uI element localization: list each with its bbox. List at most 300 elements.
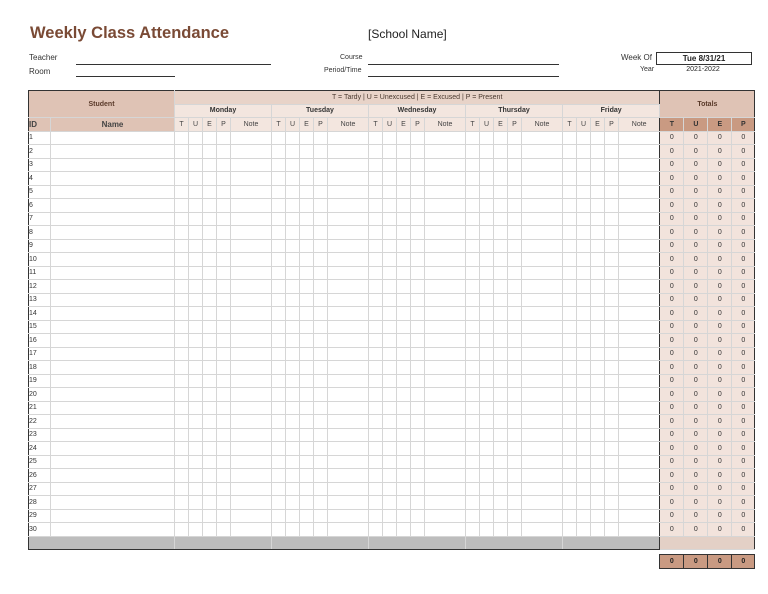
attendance-cell[interactable] — [175, 266, 189, 280]
attendance-cell[interactable] — [175, 469, 189, 483]
attendance-cell[interactable] — [619, 320, 660, 334]
attendance-cell[interactable] — [286, 388, 300, 402]
attendance-cell[interactable] — [577, 388, 591, 402]
attendance-cell[interactable] — [397, 415, 411, 429]
attendance-cell[interactable] — [605, 212, 619, 226]
attendance-cell[interactable] — [175, 442, 189, 456]
attendance-cell[interactable] — [494, 415, 508, 429]
attendance-cell[interactable] — [425, 334, 466, 348]
attendance-cell[interactable] — [522, 347, 563, 361]
attendance-cell[interactable] — [466, 131, 480, 145]
attendance-cell[interactable] — [466, 334, 480, 348]
attendance-cell[interactable] — [411, 158, 425, 172]
attendance-cell[interactable] — [369, 509, 383, 523]
attendance-cell[interactable] — [328, 158, 369, 172]
attendance-cell[interactable] — [466, 361, 480, 375]
attendance-cell[interactable] — [397, 293, 411, 307]
attendance-cell[interactable] — [286, 361, 300, 375]
attendance-cell[interactable] — [563, 361, 577, 375]
attendance-cell[interactable] — [425, 172, 466, 186]
attendance-cell[interactable] — [286, 347, 300, 361]
attendance-cell[interactable] — [397, 158, 411, 172]
attendance-cell[interactable] — [619, 145, 660, 159]
attendance-cell[interactable] — [411, 496, 425, 510]
attendance-cell[interactable] — [425, 361, 466, 375]
attendance-cell[interactable] — [591, 131, 605, 145]
attendance-cell[interactable] — [508, 172, 522, 186]
attendance-cell[interactable] — [619, 158, 660, 172]
attendance-cell[interactable] — [217, 374, 231, 388]
attendance-cell[interactable] — [605, 496, 619, 510]
attendance-cell[interactable] — [203, 172, 217, 186]
attendance-cell[interactable] — [522, 226, 563, 240]
attendance-cell[interactable] — [369, 185, 383, 199]
attendance-cell[interactable] — [411, 388, 425, 402]
attendance-cell[interactable] — [508, 374, 522, 388]
attendance-cell[interactable] — [383, 496, 397, 510]
student-name[interactable] — [51, 158, 175, 172]
attendance-cell[interactable] — [591, 212, 605, 226]
attendance-cell[interactable] — [217, 523, 231, 537]
attendance-cell[interactable] — [494, 172, 508, 186]
attendance-cell[interactable] — [272, 320, 286, 334]
attendance-cell[interactable] — [217, 226, 231, 240]
attendance-cell[interactable] — [577, 145, 591, 159]
attendance-cell[interactable] — [425, 388, 466, 402]
attendance-cell[interactable] — [369, 293, 383, 307]
attendance-cell[interactable] — [286, 145, 300, 159]
attendance-cell[interactable] — [563, 293, 577, 307]
attendance-cell[interactable] — [466, 158, 480, 172]
attendance-cell[interactable] — [480, 347, 494, 361]
attendance-cell[interactable] — [217, 280, 231, 294]
attendance-cell[interactable] — [411, 428, 425, 442]
attendance-cell[interactable] — [217, 158, 231, 172]
teacher-field[interactable] — [76, 64, 271, 65]
attendance-cell[interactable] — [314, 334, 328, 348]
attendance-cell[interactable] — [466, 509, 480, 523]
attendance-cell[interactable] — [466, 185, 480, 199]
attendance-cell[interactable] — [411, 415, 425, 429]
attendance-cell[interactable] — [383, 428, 397, 442]
attendance-cell[interactable] — [369, 307, 383, 321]
attendance-cell[interactable] — [369, 523, 383, 537]
attendance-cell[interactable] — [425, 401, 466, 415]
attendance-cell[interactable] — [175, 482, 189, 496]
attendance-cell[interactable] — [425, 320, 466, 334]
attendance-cell[interactable] — [563, 307, 577, 321]
attendance-cell[interactable] — [203, 509, 217, 523]
attendance-cell[interactable] — [619, 455, 660, 469]
attendance-cell[interactable] — [577, 131, 591, 145]
attendance-cell[interactable] — [591, 428, 605, 442]
attendance-cell[interactable] — [563, 428, 577, 442]
attendance-cell[interactable] — [508, 334, 522, 348]
attendance-cell[interactable] — [328, 307, 369, 321]
attendance-cell[interactable] — [577, 334, 591, 348]
attendance-cell[interactable] — [369, 361, 383, 375]
attendance-cell[interactable] — [577, 415, 591, 429]
attendance-cell[interactable] — [369, 442, 383, 456]
attendance-cell[interactable] — [272, 280, 286, 294]
attendance-cell[interactable] — [591, 266, 605, 280]
attendance-cell[interactable] — [189, 266, 203, 280]
attendance-cell[interactable] — [189, 280, 203, 294]
attendance-cell[interactable] — [591, 145, 605, 159]
attendance-cell[interactable] — [272, 523, 286, 537]
attendance-cell[interactable] — [480, 266, 494, 280]
attendance-cell[interactable] — [328, 145, 369, 159]
attendance-cell[interactable] — [300, 442, 314, 456]
attendance-cell[interactable] — [605, 401, 619, 415]
attendance-cell[interactable] — [231, 401, 272, 415]
attendance-cell[interactable] — [175, 293, 189, 307]
attendance-cell[interactable] — [328, 509, 369, 523]
attendance-cell[interactable] — [383, 145, 397, 159]
attendance-cell[interactable] — [203, 145, 217, 159]
attendance-cell[interactable] — [314, 428, 328, 442]
attendance-cell[interactable] — [577, 266, 591, 280]
attendance-cell[interactable] — [272, 361, 286, 375]
attendance-cell[interactable] — [286, 428, 300, 442]
attendance-cell[interactable] — [619, 415, 660, 429]
attendance-cell[interactable] — [619, 442, 660, 456]
attendance-cell[interactable] — [189, 469, 203, 483]
attendance-cell[interactable] — [425, 523, 466, 537]
attendance-cell[interactable] — [508, 280, 522, 294]
attendance-cell[interactable] — [494, 482, 508, 496]
attendance-cell[interactable] — [494, 401, 508, 415]
attendance-cell[interactable] — [314, 172, 328, 186]
attendance-cell[interactable] — [286, 280, 300, 294]
attendance-cell[interactable] — [286, 307, 300, 321]
attendance-cell[interactable] — [314, 280, 328, 294]
attendance-cell[interactable] — [231, 280, 272, 294]
attendance-cell[interactable] — [300, 253, 314, 267]
attendance-cell[interactable] — [300, 266, 314, 280]
attendance-cell[interactable] — [605, 469, 619, 483]
attendance-cell[interactable] — [397, 523, 411, 537]
attendance-cell[interactable] — [286, 496, 300, 510]
attendance-cell[interactable] — [231, 212, 272, 226]
attendance-cell[interactable] — [175, 280, 189, 294]
attendance-cell[interactable] — [175, 401, 189, 415]
attendance-cell[interactable] — [466, 496, 480, 510]
attendance-cell[interactable] — [480, 239, 494, 253]
attendance-cell[interactable] — [175, 253, 189, 267]
attendance-cell[interactable] — [480, 307, 494, 321]
attendance-cell[interactable] — [300, 523, 314, 537]
attendance-cell[interactable] — [272, 185, 286, 199]
attendance-cell[interactable] — [286, 199, 300, 213]
attendance-cell[interactable] — [619, 401, 660, 415]
attendance-cell[interactable] — [175, 374, 189, 388]
attendance-cell[interactable] — [328, 266, 369, 280]
attendance-cell[interactable] — [397, 226, 411, 240]
attendance-cell[interactable] — [397, 239, 411, 253]
attendance-cell[interactable] — [591, 307, 605, 321]
attendance-cell[interactable] — [425, 131, 466, 145]
attendance-cell[interactable] — [411, 199, 425, 213]
attendance-cell[interactable] — [619, 469, 660, 483]
attendance-cell[interactable] — [591, 226, 605, 240]
attendance-cell[interactable] — [605, 374, 619, 388]
attendance-cell[interactable] — [203, 266, 217, 280]
attendance-cell[interactable] — [619, 347, 660, 361]
attendance-cell[interactable] — [494, 469, 508, 483]
attendance-cell[interactable] — [286, 523, 300, 537]
attendance-cell[interactable] — [522, 482, 563, 496]
attendance-cell[interactable] — [508, 388, 522, 402]
attendance-cell[interactable] — [189, 199, 203, 213]
attendance-cell[interactable] — [189, 239, 203, 253]
attendance-cell[interactable] — [577, 361, 591, 375]
attendance-cell[interactable] — [300, 334, 314, 348]
attendance-cell[interactable] — [480, 469, 494, 483]
attendance-cell[interactable] — [591, 388, 605, 402]
attendance-cell[interactable] — [383, 293, 397, 307]
student-name[interactable] — [51, 226, 175, 240]
attendance-cell[interactable] — [231, 266, 272, 280]
attendance-cell[interactable] — [563, 131, 577, 145]
attendance-cell[interactable] — [286, 401, 300, 415]
attendance-cell[interactable] — [272, 347, 286, 361]
attendance-cell[interactable] — [425, 253, 466, 267]
attendance-cell[interactable] — [272, 131, 286, 145]
attendance-cell[interactable] — [563, 226, 577, 240]
attendance-cell[interactable] — [272, 374, 286, 388]
attendance-cell[interactable] — [217, 320, 231, 334]
attendance-cell[interactable] — [619, 131, 660, 145]
attendance-cell[interactable] — [231, 347, 272, 361]
attendance-cell[interactable] — [605, 509, 619, 523]
attendance-cell[interactable] — [217, 212, 231, 226]
attendance-cell[interactable] — [480, 374, 494, 388]
attendance-cell[interactable] — [217, 347, 231, 361]
attendance-cell[interactable] — [411, 509, 425, 523]
attendance-cell[interactable] — [480, 320, 494, 334]
attendance-cell[interactable] — [605, 185, 619, 199]
attendance-cell[interactable] — [189, 509, 203, 523]
attendance-cell[interactable] — [522, 185, 563, 199]
attendance-cell[interactable] — [300, 293, 314, 307]
attendance-cell[interactable] — [605, 239, 619, 253]
attendance-cell[interactable] — [300, 388, 314, 402]
attendance-cell[interactable] — [577, 320, 591, 334]
attendance-cell[interactable] — [605, 428, 619, 442]
attendance-cell[interactable] — [605, 415, 619, 429]
attendance-cell[interactable] — [522, 131, 563, 145]
attendance-cell[interactable] — [411, 374, 425, 388]
attendance-cell[interactable] — [397, 172, 411, 186]
attendance-cell[interactable] — [494, 293, 508, 307]
attendance-cell[interactable] — [466, 469, 480, 483]
attendance-cell[interactable] — [231, 320, 272, 334]
attendance-cell[interactable] — [466, 172, 480, 186]
attendance-cell[interactable] — [328, 185, 369, 199]
attendance-cell[interactable] — [411, 239, 425, 253]
attendance-cell[interactable] — [577, 496, 591, 510]
attendance-cell[interactable] — [480, 280, 494, 294]
attendance-cell[interactable] — [591, 523, 605, 537]
student-name[interactable] — [51, 293, 175, 307]
attendance-cell[interactable] — [591, 172, 605, 186]
attendance-cell[interactable] — [605, 361, 619, 375]
attendance-cell[interactable] — [314, 388, 328, 402]
attendance-cell[interactable] — [577, 212, 591, 226]
attendance-cell[interactable] — [203, 455, 217, 469]
attendance-cell[interactable] — [563, 199, 577, 213]
attendance-cell[interactable] — [425, 307, 466, 321]
attendance-cell[interactable] — [619, 199, 660, 213]
attendance-cell[interactable] — [466, 226, 480, 240]
attendance-cell[interactable] — [522, 496, 563, 510]
attendance-cell[interactable] — [591, 469, 605, 483]
attendance-cell[interactable] — [314, 145, 328, 159]
attendance-cell[interactable] — [314, 509, 328, 523]
attendance-cell[interactable] — [328, 496, 369, 510]
attendance-cell[interactable] — [189, 185, 203, 199]
attendance-cell[interactable] — [300, 158, 314, 172]
attendance-cell[interactable] — [397, 347, 411, 361]
attendance-cell[interactable] — [175, 226, 189, 240]
attendance-cell[interactable] — [619, 307, 660, 321]
attendance-cell[interactable] — [619, 226, 660, 240]
attendance-cell[interactable] — [231, 509, 272, 523]
attendance-cell[interactable] — [522, 401, 563, 415]
attendance-cell[interactable] — [480, 415, 494, 429]
attendance-cell[interactable] — [508, 212, 522, 226]
attendance-cell[interactable] — [369, 347, 383, 361]
attendance-cell[interactable] — [508, 523, 522, 537]
attendance-cell[interactable] — [411, 455, 425, 469]
attendance-cell[interactable] — [619, 361, 660, 375]
student-name[interactable] — [51, 455, 175, 469]
attendance-cell[interactable] — [466, 199, 480, 213]
attendance-cell[interactable] — [272, 239, 286, 253]
attendance-cell[interactable] — [619, 185, 660, 199]
attendance-cell[interactable] — [272, 334, 286, 348]
attendance-cell[interactable] — [300, 415, 314, 429]
attendance-cell[interactable] — [480, 509, 494, 523]
attendance-cell[interactable] — [397, 428, 411, 442]
attendance-cell[interactable] — [397, 185, 411, 199]
attendance-cell[interactable] — [466, 388, 480, 402]
student-name[interactable] — [51, 212, 175, 226]
attendance-cell[interactable] — [231, 374, 272, 388]
student-name[interactable] — [51, 334, 175, 348]
attendance-cell[interactable] — [494, 320, 508, 334]
attendance-cell[interactable] — [189, 334, 203, 348]
attendance-cell[interactable] — [203, 347, 217, 361]
attendance-cell[interactable] — [397, 442, 411, 456]
attendance-cell[interactable] — [577, 374, 591, 388]
student-name[interactable] — [51, 347, 175, 361]
attendance-cell[interactable] — [466, 482, 480, 496]
attendance-cell[interactable] — [369, 401, 383, 415]
attendance-cell[interactable] — [272, 145, 286, 159]
attendance-cell[interactable] — [425, 442, 466, 456]
attendance-cell[interactable] — [175, 496, 189, 510]
attendance-cell[interactable] — [425, 374, 466, 388]
attendance-cell[interactable] — [328, 388, 369, 402]
attendance-cell[interactable] — [480, 185, 494, 199]
attendance-cell[interactable] — [203, 496, 217, 510]
attendance-cell[interactable] — [522, 415, 563, 429]
attendance-cell[interactable] — [217, 145, 231, 159]
attendance-cell[interactable] — [300, 347, 314, 361]
attendance-cell[interactable] — [217, 266, 231, 280]
attendance-cell[interactable] — [466, 401, 480, 415]
attendance-cell[interactable] — [425, 226, 466, 240]
attendance-cell[interactable] — [397, 131, 411, 145]
attendance-cell[interactable] — [175, 239, 189, 253]
attendance-cell[interactable] — [314, 455, 328, 469]
attendance-cell[interactable] — [577, 442, 591, 456]
attendance-cell[interactable] — [272, 388, 286, 402]
attendance-cell[interactable] — [466, 307, 480, 321]
attendance-cell[interactable] — [425, 158, 466, 172]
attendance-cell[interactable] — [189, 158, 203, 172]
attendance-cell[interactable] — [605, 199, 619, 213]
attendance-cell[interactable] — [231, 469, 272, 483]
attendance-cell[interactable] — [411, 253, 425, 267]
attendance-cell[interactable] — [563, 172, 577, 186]
attendance-cell[interactable] — [272, 469, 286, 483]
attendance-cell[interactable] — [397, 253, 411, 267]
attendance-cell[interactable] — [369, 496, 383, 510]
attendance-cell[interactable] — [397, 320, 411, 334]
student-name[interactable] — [51, 496, 175, 510]
attendance-cell[interactable] — [369, 455, 383, 469]
attendance-cell[interactable] — [314, 293, 328, 307]
attendance-cell[interactable] — [272, 307, 286, 321]
attendance-cell[interactable] — [383, 280, 397, 294]
attendance-cell[interactable] — [605, 158, 619, 172]
attendance-cell[interactable] — [480, 428, 494, 442]
attendance-cell[interactable] — [369, 131, 383, 145]
attendance-cell[interactable] — [522, 253, 563, 267]
attendance-cell[interactable] — [522, 199, 563, 213]
attendance-cell[interactable] — [591, 455, 605, 469]
attendance-cell[interactable] — [577, 226, 591, 240]
student-name[interactable] — [51, 266, 175, 280]
attendance-cell[interactable] — [272, 293, 286, 307]
attendance-cell[interactable] — [369, 428, 383, 442]
attendance-cell[interactable] — [619, 482, 660, 496]
attendance-cell[interactable] — [605, 172, 619, 186]
attendance-cell[interactable] — [466, 523, 480, 537]
attendance-cell[interactable] — [328, 401, 369, 415]
attendance-cell[interactable] — [397, 388, 411, 402]
attendance-cell[interactable] — [383, 455, 397, 469]
attendance-cell[interactable] — [272, 415, 286, 429]
attendance-cell[interactable] — [466, 145, 480, 159]
attendance-cell[interactable] — [411, 172, 425, 186]
attendance-cell[interactable] — [272, 172, 286, 186]
attendance-cell[interactable] — [397, 334, 411, 348]
attendance-cell[interactable] — [577, 523, 591, 537]
attendance-cell[interactable] — [508, 455, 522, 469]
attendance-cell[interactable] — [383, 266, 397, 280]
attendance-cell[interactable] — [383, 482, 397, 496]
attendance-cell[interactable] — [411, 185, 425, 199]
attendance-cell[interactable] — [494, 199, 508, 213]
attendance-cell[interactable] — [605, 226, 619, 240]
attendance-cell[interactable] — [397, 199, 411, 213]
attendance-cell[interactable] — [383, 158, 397, 172]
student-name[interactable] — [51, 131, 175, 145]
